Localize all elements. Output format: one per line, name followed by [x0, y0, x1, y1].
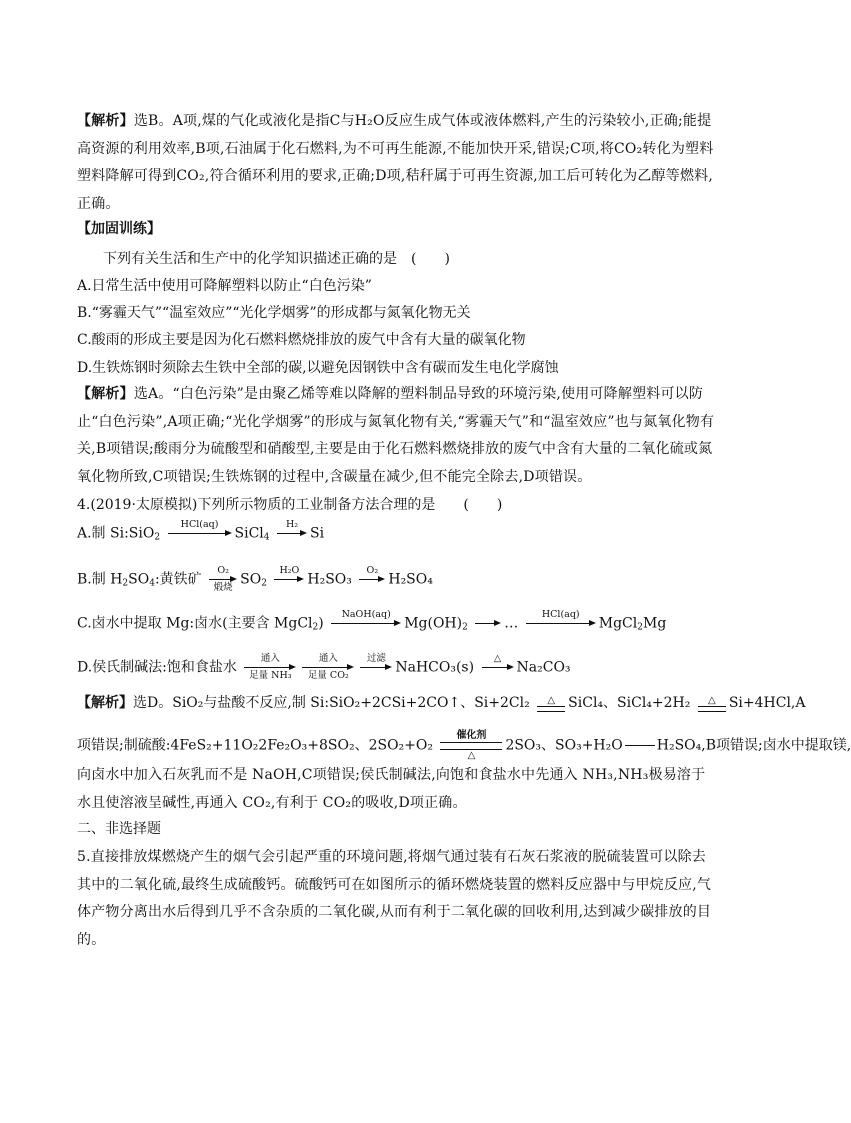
option-c: C.酸雨的形成主要是因为化石燃料燃烧排放的废气中含有大量的碳氧化物 [77, 332, 526, 348]
reaction-arrow: H₂ [277, 520, 307, 547]
analysis-tag: 【解析】 [77, 386, 134, 402]
option-a: A.日常生活中使用可降解塑料以防止“白色污染” [77, 278, 372, 294]
reaction-arrow: 通入 足量 CO₂ [302, 654, 354, 681]
q4-option-a: A.制 Si:SiO$_2$ HCl(aq) SiCl$_4$ H₂ Si [77, 520, 324, 547]
reaction-arrow: O₂ [359, 566, 385, 593]
reaction-arrow: O₂ 煅烧 [209, 566, 237, 593]
reaction-arrow: 过滤 [360, 654, 392, 681]
q4-option-b: B.制 $H_2SO_4$:黄铁矿 O₂ 煅烧 $SO_2$ H₂O H₂SO₃ O₂ H₂SO₄ [77, 565, 433, 593]
equilibrium-sign: △ [698, 695, 726, 712]
analysis-paragraph-1 [77, 108, 717, 218]
analysis-3-rest: 向卤水中加入石灰乳而不是 NaOH,C项错误;侯氏制碱法,向饱和食盐水中先通入 NH₃,NH₃极易溶于水且使溶液呈碱性,再通入 CO₂,有利于 CO₂的吸收,D项正确。 [77, 767, 706, 811]
analysis-tag: 【解析】 [77, 113, 134, 129]
analysis-text: 选A。“白色污染”是由聚乙烯等难以降解的塑料制品导致的环境污染,使用可降解塑料可以防止“白色污染”,A项正确;“光化学烟雾”的形成与氮氧化物有关,“雾霾天气”和“温室效应”也与氮氧化物有关,B项错误;酸雨分为硫酸型和硝酸型,主要是由于化石燃料燃烧排放的废气中含有大量的二氧化硫或氮氧化物所致,C项错误;生铁炼钢的过程中,含碳量在减少,但不能完全除去,D项错误。 [77, 386, 715, 485]
option-b: B.“雾霾天气”“温室效应”“光化学烟雾”的形成都与氮氧化物无关 [77, 305, 471, 321]
reaction-arrow: HCl(aq) [168, 520, 232, 547]
option-d: D.生铁炼钢时须除去生铁中全部的碳,以避免因钢铁中含有碳而发生电化学腐蚀 [77, 360, 559, 376]
reaction-arrow: △ [482, 654, 514, 681]
section-heading: 二、非选择题 [77, 821, 161, 837]
reaction-arrow: HCl(aq) [526, 610, 596, 637]
analysis-paragraph-2 [77, 381, 717, 491]
reaction-arrow: NaOH(aq) [331, 610, 401, 637]
analysis-3-line-1: 【解析】选D。SiO₂与盐酸不反应,制 Si:SiO₂+2CSi+2CO↑、Si+2Cl₂ △ SiCl₄、SiCl₄+2H₂ △ Si+4HCl,A [77, 694, 806, 711]
q4-option-d: D.侯氏制碱法:饱和食盐水 通入 足量 NH₃ 通入 足量 CO₂ 过滤 NaHCO₃(s) △ Na₂CO₃ [77, 653, 571, 681]
reaction-arrow [475, 610, 501, 637]
question-5: 5.直接排放煤燃烧产生的烟气会引起严重的环境问题,将烟气通过装有石灰石浆液的脱硫装置可以除去其中的二氧化硫,最终生成硫酸钙。硫酸钙可在如图所示的循环燃烧装置的燃料反应器中与甲烷反应,气体产物分离出水后得到几乎不含杂质的二氧化碳,从而有利于二氧化碳的回收利用,达到减少碳排放的目的。 [77, 849, 712, 948]
analysis-text: 选B。A项,煤的气化或液化是指C与H₂O反应生成气体或液体燃料,产生的污染较小,正确;能提高资源的利用效率,B项,石油属于化石燃料,为不可再生能源,不能加快开采,错误;C项,将CO₂转化为塑料塑料降解可得到CO₂,符合循环利用的要求,正确;D项,秸秆属于可再生资源,加工后可转化为乙醇等燃料,正确。 [77, 113, 714, 212]
reaction-arrow: 通入 足量 NH₃ [244, 654, 296, 681]
reaction-arrow: H₂O [274, 566, 304, 593]
equilibrium-sign: △ [537, 695, 565, 712]
question-stem: 下列有关生活和生产中的化学知识描述正确的是 ( ) [103, 251, 450, 267]
analysis-3-line-2: 项错误;制硫酸:4FeS₂+11O₂2Fe₂O₃+8SO₂、2SO₂+O₂ 催化剂 △ 2SO₃、SO₃+H₂O H₂SO₄,B项错误;卤水中提取镁, [77, 730, 851, 761]
reversible-arrow: 催化剂 △ [440, 730, 502, 761]
q4-option-c: C.卤水中提取 Mg:卤水(主要含 MgCl$_2$) NaOH(aq) $Mg(OH)_2$ … HCl(aq) MgCl$_2$Mg [77, 610, 666, 637]
question-4-stem: 4.(2019·太原模拟)下列所示物质的工业制备方法合理的是 ( ) [77, 497, 503, 513]
reinforce-heading: 【加固训练】 [77, 221, 161, 237]
